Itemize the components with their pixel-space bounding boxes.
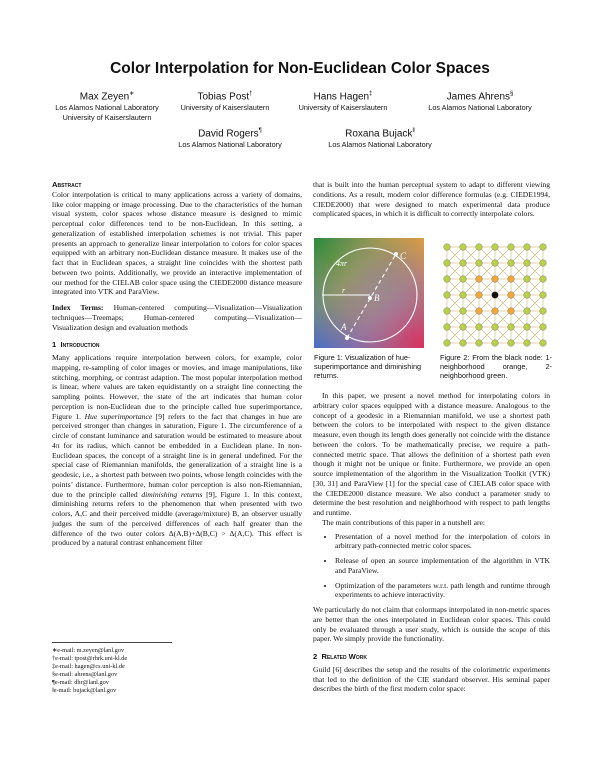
neighbor-2-node	[524, 340, 531, 347]
label-r: r	[342, 286, 346, 295]
left-column	[52, 180, 302, 548]
list-item: • Presentation of a novel method for the interpolation of colors in arbitrary path-connected metric color spaces.	[335, 532, 550, 552]
footnote: ¶e-mail: dhr@lanl.gov	[52, 679, 109, 687]
paragraph: We particularly do not claim that colormaps interpolated in non-metric spaces are better than the ones interpolated in Euclidean color spaces. This could only be evaluated through a user study, which is outside the scope of this paper. We simply provide the functionality.	[313, 605, 550, 644]
label-b: B	[374, 293, 380, 303]
figure-2-caption: Figure 2: From the black node: 1-neighborhood orange, 2-neighborhood green.	[440, 353, 552, 380]
neighbor-1-node	[492, 276, 499, 283]
footnote-rule	[52, 642, 172, 643]
contribution-list	[313, 532, 550, 601]
label-4pi-r: 4πr	[336, 259, 348, 268]
neighbor-2-node	[460, 276, 467, 283]
intro-paragraph: Many applications require interpolation between colors, for example, color mapping, re-sampling of color images or movies, and image manipulations, like stitching, morphing, or contrast adaption. The most popular interpolation method is linear, where values are taken equidistantly on a straight line connecting the sampling points. However, the state of the art indicates that human color perception is non-Euclidean due to the principle called hue superimportance, Figure 1. Hue superimportance [9] refers to the fact that changes in hue are perceived stronger than changes in saturation, Figure 1. The circumference of a circle of constant luminance and saturation would be estimated to measure about 4π for its radius, which cannot be embedded in a Euclidean plane. In non-Euclidean spaces, the concept of a straight line is in general undefined. For the special case of Riemannian manifolds, the generalization of a straight line is a geodesic, i.e., a shortest path between two points, whose length coincides with the points’ distance. Furthermore, human color perception is also non-Riemannian, due to the principle called diminishing returns [9], Figure 1. In this context, diminishing returns refers to the phenomenon that when presented with two colors, A,C and their perceived middle (average/mixture) B, an observer usually judges the sum of the perceived differences of each half greater than the difference of the two outer colors Δ(A,B)+Δ(B,C) > Δ(A,C). This effect is produced by a natural contrast enhancement filter	[52, 353, 302, 548]
author-block: Hans Hagen‡ University of Kaiserslautern	[284, 88, 402, 113]
footnote: †e-mail: tpost@rhrk.uni-kl.de	[52, 655, 128, 663]
author-block: Tobias Post† University of Kaiserslautern	[166, 88, 284, 113]
author-affiliation: University of Kaiserslautern	[62, 112, 152, 122]
author-name: David Rogers	[198, 128, 259, 140]
neighbor-2-node	[476, 340, 483, 347]
footnotes	[52, 647, 302, 696]
author-block: James Ahrens§ Los Alamos National Laboratory	[410, 88, 550, 113]
neighbor-2-node	[540, 324, 547, 331]
author-affiliation: Los Alamos National Laboratory	[428, 103, 532, 113]
author-block: Roxana Bujack‖ Los Alamos National Laboratory	[310, 125, 450, 150]
neighbor-1-node	[492, 308, 499, 315]
neighbor-2-node	[524, 244, 531, 251]
neighbor-2-node	[540, 260, 547, 267]
figure-1-caption: Figure 1: Visualization of hue-superimportance and diminishing returns.	[314, 353, 422, 380]
neighbor-2-node	[444, 308, 451, 315]
neighbor-2-node	[444, 276, 451, 283]
neighbor-2-node	[540, 244, 547, 251]
point-a	[345, 336, 349, 340]
paper-title: Color Interpolation for Non-Euclidean Color Spaces	[110, 60, 490, 77]
neighbor-2-node	[540, 308, 547, 315]
neighbor-2-node	[524, 260, 531, 267]
neighbor-2-node	[444, 244, 451, 251]
paragraph: Guild [6] describes the setup and the results of the colorimetric experiments that led to the definition of the CIE standard observer. His seminal paper describes the birth of the first modern color space:	[313, 664, 550, 694]
neighbor-2-node	[508, 340, 515, 347]
author-name: Tobias Post	[197, 91, 250, 103]
neighbor-2-node	[444, 260, 451, 267]
neighbor-2-node	[508, 324, 515, 331]
neighbor-2-node	[492, 244, 499, 251]
paragraph: In this paper, we present a novel method for interpolating colors in arbitrary color spaces equipped with a distance measure. Analogous to the concept of a geodesic in a Riemannian manifold, we use a shortest path between the colors to be interpolated with respect to the given distance measure, even though its length does generally not coincide with the distance between the colors. To be mathematically precise, we require a path-connected metric space. That allows the definition of a shortest path even though it might not be unique or finite. Furthermore, we provide an open source implementation of the algorithm in the Visualization Toolkit (VTK) [30, 31] and ParaView [1] for the special case of CIELAB color space with the CIEDE2000 distance measure. We also conduct a parameter study to determine the best resolution and neighborhood with respect to path lengths and runtime.	[313, 391, 550, 517]
neighbor-1-node	[476, 308, 483, 315]
neighbor-2-node	[492, 260, 499, 267]
neighbor-1-node	[508, 292, 515, 299]
neighbor-2-node	[460, 260, 467, 267]
footnote: ∗e-mail: m.zeyen@lanl.gov	[52, 647, 125, 654]
author-affiliation: Los Alamos National Laboratory	[55, 103, 159, 113]
right-column-main	[313, 391, 550, 694]
neighbor-2-node	[444, 324, 451, 331]
abstract-heading: Abstract	[52, 180, 82, 189]
neighbor-2-node	[540, 276, 547, 283]
list-item: • Release of open an source implementation of the algorithm in VTK and ParaView.	[335, 556, 550, 576]
neighbor-1-node	[508, 308, 515, 315]
figure-1-hue-circle	[314, 238, 424, 348]
neighbor-1-node	[476, 276, 483, 283]
index-terms-label: Index Terms:	[52, 303, 104, 312]
neighbor-2-node	[540, 292, 547, 299]
author-block: Max Zeyen∗ Los Alamos National Laboratory University of Kaiserslautern	[48, 88, 166, 123]
point-b	[368, 296, 372, 300]
author-affiliation: Los Alamos National Laboratory	[178, 140, 282, 150]
author-name: Roxana Bujack	[345, 128, 413, 140]
neighbor-2-node	[460, 292, 467, 299]
neighbor-2-node	[460, 324, 467, 331]
author-name: Hans Hagen	[313, 91, 370, 103]
neighbor-2-node	[460, 244, 467, 251]
point-c	[394, 252, 398, 256]
neighbor-2-node	[492, 324, 499, 331]
neighbor-1-node	[476, 292, 483, 299]
author-name: Max Zeyen	[79, 91, 130, 103]
figure-2-neighborhood-grid	[440, 240, 550, 348]
neighbor-2-node	[492, 340, 499, 347]
neighbor-2-node	[540, 340, 547, 347]
neighbor-2-node	[524, 276, 531, 283]
neighbor-2-node	[524, 324, 531, 331]
neighbor-2-node	[524, 292, 531, 299]
label-a: A	[341, 322, 347, 332]
neighbor-2-node	[524, 308, 531, 315]
neighbor-2-node	[476, 260, 483, 267]
neighbor-1-node	[508, 276, 515, 283]
author-block: David Rogers¶ Los Alamos National Laboratory	[160, 125, 300, 150]
neighbor-2-node	[460, 340, 467, 347]
author-affiliation: University of Kaiserslautern	[180, 103, 270, 113]
list-item: • Optimization of the parameters w.r.t. path length and runtime through experiments to achieve interactivity.	[335, 581, 550, 601]
section-heading-introduction: 1 Introduction	[52, 340, 100, 350]
neighbor-2-node	[476, 324, 483, 331]
grey-center-overlay	[314, 238, 424, 348]
footnote: ‖e-mail: bujack@lanl.gov	[52, 687, 117, 695]
neighbor-2-node	[476, 244, 483, 251]
right-column-top: that is built into the human perceptual system to adapt to different viewing conditions. As a result, modern color difference formulas (e.g. CIEDE1994, CIEDE2000) that were designed to match experimental data produce complicated spaces, in which it is difficult to correctly interpolate colors.	[313, 180, 550, 219]
center-node	[492, 292, 499, 299]
neighbor-2-node	[508, 260, 515, 267]
index-terms	[52, 303, 302, 332]
footnote: §e-mail: ahrens@lanl.gov	[52, 671, 118, 679]
label-c: C	[400, 251, 407, 261]
author-affiliation: Los Alamos National Laboratory	[328, 140, 432, 150]
neighbor-2-node	[444, 340, 451, 347]
section-heading-related-work: 2 Related Work	[313, 652, 367, 661]
abstract-text: Color interpolation is critical to many applications across a variety of domains, like color mapping or image processing. Due to the characteristics of the human visual system, color spaces whose distance measure is designed to mimic perceptual color differences tend to be non-Euclidean. In this setting, a generalization of established interpolation schemes is not trivial. This paper presents an approach to generalize linear interpolation to colors for color spaces equipped with an arbitrary non-Euclidean distance measure. It makes use of the fact that in Euclidean spaces, a straight line coincides with the shortest path between two points. Additionally, we provide an interactive implementation of our method for the CIELAB color space using the CIEDE2000 distance measure integrated into VTK and ParaView.	[52, 189, 302, 297]
neighbor-2-node	[444, 292, 451, 299]
neighbor-2-node	[460, 308, 467, 315]
neighbor-2-node	[508, 244, 515, 251]
author-affiliation: University of Kaiserslautern	[298, 103, 388, 113]
index-terms-text: Human-centered computing—Visualization—Visualization techniques—Treemaps; Human-centered computing—Visualization—Visualization design and evaluation methods	[52, 303, 302, 332]
footnote: ‡e-mail: hagen@cs.uni-kl.de	[52, 663, 125, 671]
author-name: James Ahrens	[446, 91, 511, 103]
paragraph: The main contributions of this paper in a nutshell are:	[322, 517, 486, 527]
